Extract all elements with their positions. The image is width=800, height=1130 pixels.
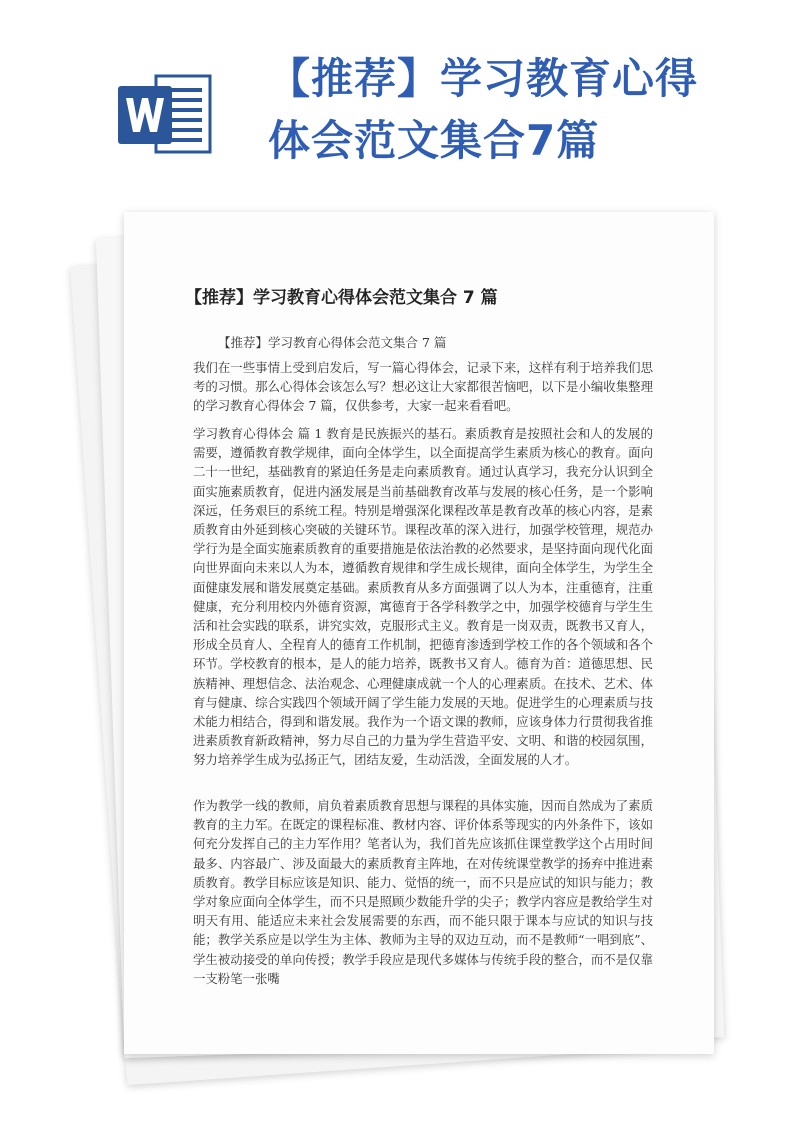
body-paragraph-1: 学习教育心得体会 篇 1 教育是民族振兴的基石。素质教育是按照社会和人的发展的需要，遵循教育教学规律，面向全体学生，以全面提高学生素质为核心的教育。面向二十一世纪，基础教育的紧迫任务是走向素质教育。通过认真学习，我充分认识到全面实施素质教育，促进内涵发展是当前基础教育改革与发展的核心任务，是一个影响深远，任务艰巨的系统工程。特别是增强深化课程改革是教育改革的核心内容，是素质教育由外延到核心突破的关键环节。课程改革的深入进行，加强学校管理，规范办学行为是全面实施素质教育的重要措施是依法治教的必然要求，是坚持面向现代化面向世界面向未来以人为本，遵循教育规律和学生成长规律，面向全体学生，为学生全面健康发展和谐发展奠定基础。素质教育从多方面强调了以人为本，注重德育，注重健康，充分利用校内外德育资源，寓德育于各学科教学之中，加强学校德育与学生生活和社会实践的联系，讲究实效，克服形式主义。教育是一岗双责，既教书又育人，形成全员育人、全程育人的德育工作机制，把德育渗透到学校工作的各个领域和各个环节。学校教育的根本，是人的能力培养，既教书又育人。德育为首：道德思想、民族精神、理想信念、法治观念、心理健康成就一个人的心理素质。在技术、艺术、体育与健康、综合实践四个领域开阔了学生能力发展的天地。促进学生的心理素质与技术能力相结合，得到和谐发展。我作为一个语文课的教师，应该身体力行贯彻我省推进素质教育新政精神，努力尽自己的力量为学生营造平安、文明、和谐的校园氛围，努力培养学生成为弘扬正气，团结友爱，生动活泼，全面发展的人才。	[193, 426, 653, 768]
intro-paragraph: 我们在一些事情上受到启发后，写一篇心得体会，记录下来，这样有利于培养我们思考的习惯。那么心得体会该怎么写？想必这让大家都很苦恼吧，以下是小编收集整理的学习教育心得体会 7 篇，仅供参考，大家一起来看看吧。	[193, 360, 653, 414]
word-document-icon	[118, 70, 214, 158]
banner-title-line-2: 体会范文集合7篇	[268, 116, 600, 165]
banner-title-line-1: 【推荐】学习教育心得	[268, 54, 699, 103]
document-title: 【推荐】学习教育心得体会范文集合 7 篇	[185, 288, 498, 308]
header-banner	[0, 0, 800, 200]
body-paragraph-2: 作为教学一线的教师，肩负着素质教育思想与课程的具体实施，因而自然成为了素质教育的主力军。在既定的课程标准、教材内容、评价体系等现实的内外条件下，该如何充分发挥自己的主力军作用？笔者认为，我们首先应该抓住课堂教学这个占用时间最多、内容最广、涉及面最大的素质教育主阵地，在对传统课堂教学的扬弃中推进素质教育。教学目标应该是知识、能力、觉悟的统一，而不只是应试的知识与能力；教学对象应面向全体学生，而不只是照顾少数能升学的尖子；教学内容应是教给学生对明天有用、能适应未来社会发展需要的东西，而不能只限于课本与应试的知识与技能；教学关系应是以学生为主体、教师为主导的双边互动，而不是教师“一唱到底”、学生被动接受的单向传授；教学手段应是现代多媒体与传统手段的整合，而不是仅靠一支粉笔一张嘴	[193, 798, 653, 986]
document-subtitle: 【推荐】学习教育心得体会范文集合 7 篇	[218, 335, 447, 350]
